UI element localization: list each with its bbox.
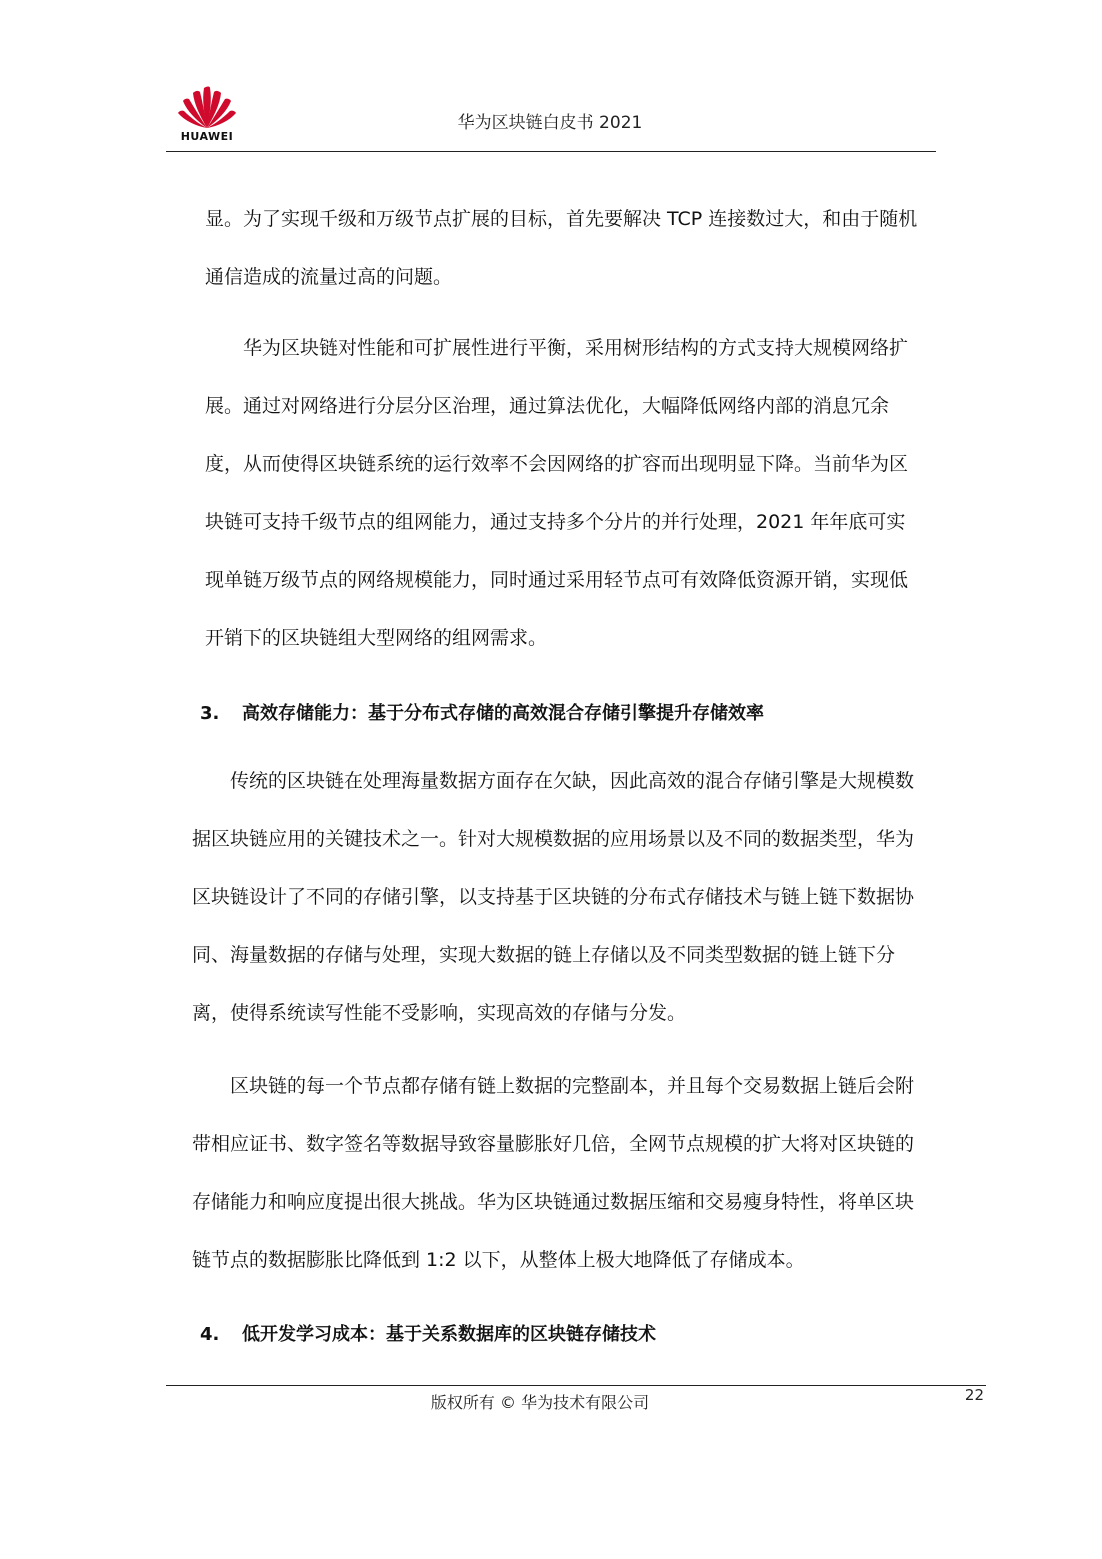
heading-text: 高效存储能力：基于分布式存储的高效混合存储引擎提升存储效率	[242, 703, 764, 724]
text-line: 传统的区块链在处理海量数据方面存在欠缺，因此高效的混合存储引擎是大规模数	[230, 770, 915, 792]
text-line: 通信造成的流量过高的问题。	[205, 266, 453, 288]
footer-divider	[166, 1385, 986, 1386]
page-number: 22	[964, 1386, 984, 1404]
document-title: 华为区块链白皮书 2021	[457, 113, 643, 133]
text-line: 现单链万级节点的网络规模能力，同时通过采用轻节点可有效降低资源开销，实现低	[205, 569, 909, 591]
paragraph-3	[192, 752, 914, 1042]
paragraph-1	[205, 190, 917, 306]
section-heading-4	[200, 1320, 656, 1346]
text-line: 显。为了实现千级和万级节点扩展的目标，首先要解决 TCP 连接数过大，和由于随机	[205, 208, 918, 230]
paragraph-2	[205, 319, 908, 667]
text-line: 离，使得系统读写性能不受影响，实现高效的存储与分发。	[192, 1002, 687, 1024]
text-line: 度，从而使得区块链系统的运行效率不会因网络的扩容而出现明显下降。当前华为区	[205, 453, 909, 475]
heading-number: 3.	[200, 703, 220, 724]
text-line: 带相应证书、数字签名等数据导致容量膨胀好几倍，全网节点规模的扩大将对区块链的	[192, 1133, 915, 1155]
text-line: 块链可支持千级节点的组网能力，通过支持多个分片的并行处理，2021 年年底可实	[205, 511, 906, 533]
text-line: 展。通过对网络进行分层分区治理，通过算法优化，大幅降低网络内部的消息冗余	[205, 395, 890, 417]
text-line: 区块链设计了不同的存储引擎，以支持基于区块链的分布式存储技术与链上链下数据协	[192, 886, 915, 908]
copyright-notice: 版权所有 © 华为技术有限公司	[430, 1393, 650, 1412]
paragraph-4	[192, 1057, 914, 1289]
logo-wordmark: HUAWEI	[180, 130, 234, 143]
huawei-logo-icon	[174, 84, 240, 130]
heading-text: 低开发学习成本：基于关系数据库的区块链存储技术	[242, 1324, 656, 1345]
text-line: 存储能力和响应度提出很大挑战。华为区块链通过数据压缩和交易瘦身特性，将单区块	[192, 1191, 915, 1213]
page-header	[0, 0, 1102, 160]
text-line: 区块链的每一个节点都存储有链上数据的完整副本，并且每个交易数据上链后会附	[230, 1075, 915, 1097]
header-divider	[166, 151, 936, 152]
text-line: 华为区块链对性能和可扩展性进行平衡，采用树形结构的方式支持大规模网络扩	[243, 337, 909, 359]
heading-number: 4.	[200, 1324, 220, 1345]
section-heading-3	[200, 699, 764, 725]
text-line: 开销下的区块链组大型网络的组网需求。	[205, 627, 548, 649]
text-line: 链节点的数据膨胀比降低到 1:2 以下，从整体上极大地降低了存储成本。	[192, 1249, 805, 1271]
text-line: 同、海量数据的存储与处理，实现大数据的链上存储以及不同类型数据的链上链下分	[192, 944, 896, 966]
huawei-logo	[174, 84, 240, 146]
text-line: 据区块链应用的关键技术之一。针对大规模数据的应用场景以及不同的数据类型，华为	[192, 828, 915, 850]
